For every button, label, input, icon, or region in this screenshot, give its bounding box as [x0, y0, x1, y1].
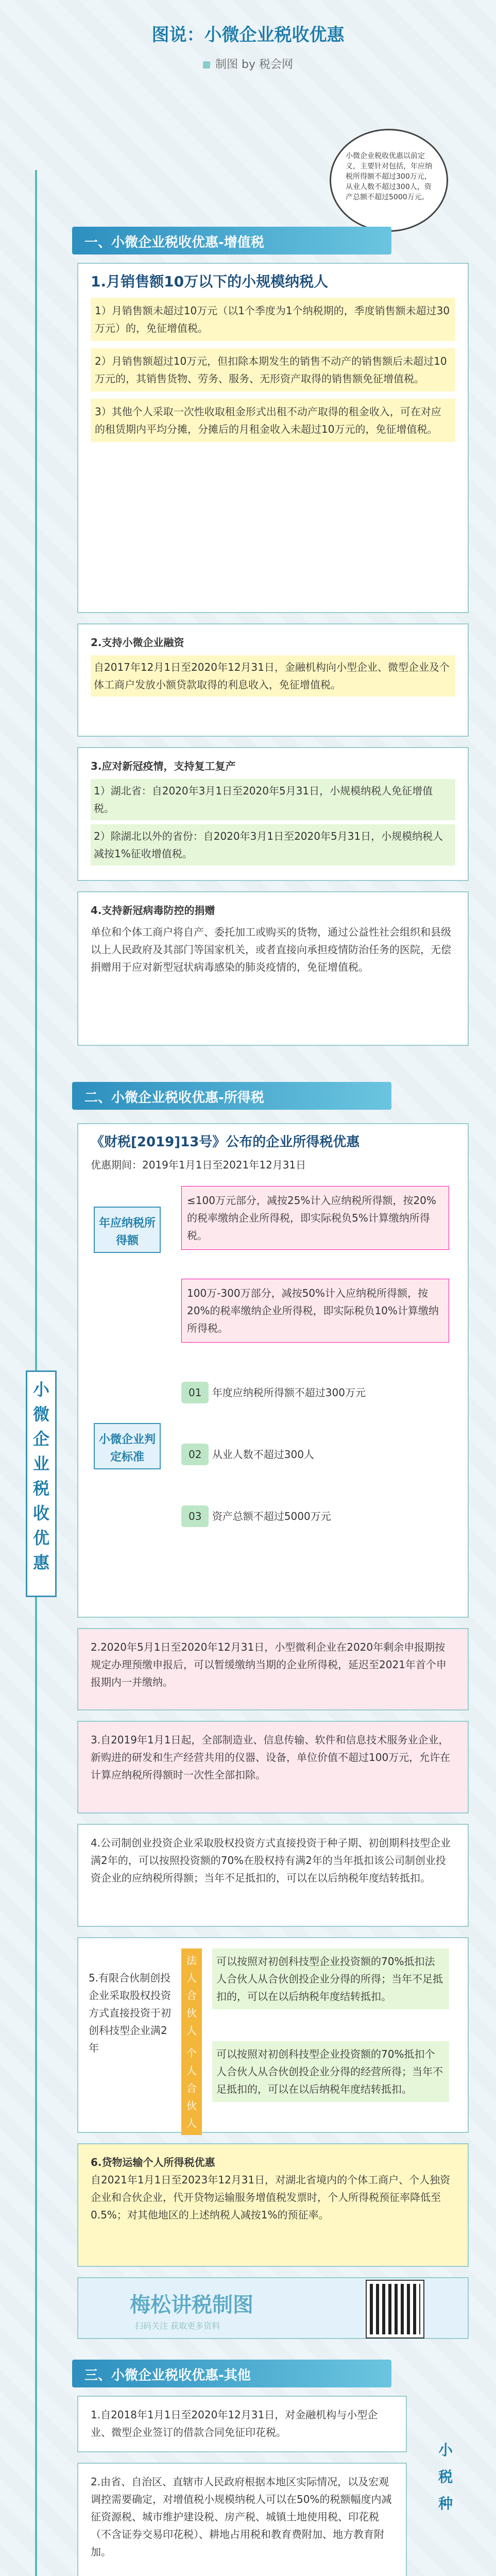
partner-ind-body: 可以按照对初创科技型企业投资额的70%抵扣个人合伙人从合伙创投企业分得的经营所得；当年不足抵扣的，可以在以后纳税年度结转抵扣。: [212, 2041, 449, 2102]
vat-item1-box: [77, 263, 469, 613]
vat-item1-p1: 1）月销售额未超过10万元（以1个季度为1个纳税期的，季度销售额未超过30万元）的，免征增值税。: [91, 298, 455, 341]
cit-income-label: 年应纳税所得额: [94, 1207, 161, 1253]
other-p1: 1.自2018年1月1日至2020年12月31日，对金融机构与小型企业、微型企业签订的借款合同免征印花税。: [91, 2409, 378, 2438]
page-title: 图说：小微企业税收优惠: [151, 25, 345, 45]
subtitle-text: 制图 by 税会网: [215, 58, 293, 71]
vat-item2-box: [77, 623, 469, 737]
promo-qr-code[interactable]: [367, 2281, 423, 2337]
vat-item4-title: 4.支持新冠病毒防控的捐赠: [91, 904, 215, 917]
std1-number: 01: [181, 1382, 209, 1403]
cit-p4: 4.公司制创业投资企业采取股权投资方式直接投资于种子期、初创期科技型企业满2年的，可以按照投资额的70%在股权持有满2年的当年抵扣该公司制创业投资企业的应纳税所得额；当年不足抵扣的，可以在以后纳税年度结转抵扣。: [91, 1837, 451, 1884]
promo-banner: [77, 2277, 469, 2339]
vat-item3-box: [77, 747, 469, 881]
vat-item1-title: 1.月销售额10万以下的小规模纳税人: [91, 273, 329, 290]
cit-std2: [181, 1444, 314, 1465]
cit-p4-box: [77, 1824, 469, 1927]
page-subtitle: [0, 56, 496, 72]
side-title-vertical: 小 微 企 业 税 收 优 惠: [26, 1370, 57, 1597]
std3-text: 资产总额不超过5000万元: [212, 1510, 331, 1522]
vat-item2-body: 自2017年12月1日至2020年12月31日，金融机构向小型企业、微型企业及个体工商户发放小额贷款取得的利息收入，免征增值税。: [91, 655, 455, 697]
section-cit-heading: 二、小微企业税收优惠-所得税: [72, 1082, 391, 1110]
cit-p6-title: 6.贷物运输个人所得税优惠: [91, 2156, 215, 2168]
cit-rule2: 100万-300万部分，减按50%计入应纳税所得额，按20%的税率缴纳企业所得税，即实际税负10%计算缴纳所得税。: [181, 1279, 449, 1343]
cit-std1: [181, 1382, 366, 1403]
std3-number: 03: [181, 1505, 209, 1527]
side-label-small-taxes: 小税种: [438, 2442, 453, 2512]
cit-p2: 2.2020年5月1日至2020年12月31日，小型微利企业在2020年剩余申报期按规定办理预缴申报后，可以暂缓缴纳当期的企业所得税，延迟至2021年首个申报期内一并缴纳。: [91, 1641, 447, 1688]
cit-standard-label: 小微企业判定标准: [94, 1423, 161, 1469]
vat-item1-p3: 3）其他个人采取一次性收取租金形式出租不动产取得的租金收入，可在对应的租赁期内平均分摊，分摊后的月租金收入未超过10万元的，免征增值税。: [91, 399, 455, 442]
vat-item2-title: 2.支持小微企业融资: [91, 636, 184, 649]
promo-sub: 扫码关注 获取更多资料: [135, 2321, 220, 2331]
intro-bubble-text: 小微企业税收优惠以前定义，主要针对包括，年应纳税所得额不超过300万元，从业人数不超过300人，资产总额不超过5000万元。: [346, 152, 432, 201]
vat-item1-p2: 2）月销售额超过10万元，但扣除本期发生的销售不动产的销售额后未超过10万元的，其销售货物、劳务、服务、无形资产取得的销售额免征增值税。: [91, 348, 455, 392]
std2-text: 从业人数不超过300人: [212, 1448, 314, 1461]
partner-corp-body: 可以按照对初创科技型企业投资额的70%抵扣法人合伙人从合伙创投企业分得的所得；当年不足抵扣的，可以在以后纳税年度结转抵扣。: [212, 1948, 449, 2009]
vat-item3-p2: 2）除湖北以外的省份：自2020年3月1日至2020年5月31日，小规模纳税人减按1%征收增值税。: [91, 824, 455, 866]
vat-item3-p1: 1）湖北省：自2020年3月1日至2020年5月31日，小规模纳税人免征增值税。: [91, 779, 455, 820]
cit-period: 优惠期间：2019年1月1日至2021年12月31日: [91, 1159, 306, 1171]
partner-corp-label: 法人合伙人: [181, 1948, 202, 2042]
vat-item4-box: [77, 891, 469, 1046]
vat-item3-title: 3.应对新冠疫情，支持复工复产: [91, 760, 236, 772]
other-p1-box: [77, 2396, 407, 2452]
cit-rule1: ≤100万元部分，减按25%计入应纳税所得额，按20%的税率缴纳企业所得税，即实际税负5%计算缴纳所得税。: [181, 1186, 449, 1250]
partner-ind-label: 个人合伙人: [181, 2041, 202, 2135]
cit-doc-title: 《财税[2019]13号》公布的企业所得税优惠: [91, 1134, 360, 1150]
cit-p3-box: [77, 1721, 469, 1814]
cit-std3: [181, 1505, 331, 1527]
promo-title: 梅松讲税制图: [130, 2293, 253, 2317]
cit-p5-label: 5.有限合伙制创投企业采取股权投资方式直接投资于初创科技型企业满2年: [89, 1972, 171, 2054]
cit-p6: 自2021年1月1日至2023年12月31日，对湖北省境内的个体工商户、个人独资企业和合伙企业，代开贷物运输服务增值税发票时，个人所得税预征率降低至0.5%；对其他地区的上述纳税人减按1%的预征率。: [91, 2174, 451, 2221]
section-vat-heading: 一、小微企业税收优惠-增值税: [72, 227, 391, 255]
cit-p3: 3.自2019年1月1日起，全部制造业、信息传输、软件和信息技术服务业企业，新购进的研发和生产经营共用的仪器、设备，单位价值不超过100万元，允许在计算应纳税所得额时一次性全部扣除。: [91, 1734, 451, 1781]
cit-p5-box: [77, 1937, 469, 2133]
vat-item4-body: 单位和个体工商户将自产、委托加工或购买的货物，通过公益性社会组织和县级以上人民政府及其部门等国家机关，或者直接向承担疫情防治任务的医院，无偿捐赠用于应对新型冠状病毒感染的肺炎疫情的，免征增值税。: [91, 926, 451, 973]
other-p2: 2.由省、自治区、直辖市人民政府根据本地区实际情况，以及宏观调控需要确定，对增值税小规模纳税人可以在50%的税额幅度内减征资源税、城市维护建设税、房产税、城镇土地使用税、印花税（不含证券交易印花税）、耕地占用税和教育费附加、地方教育附加。: [91, 2476, 392, 2558]
std2-number: 02: [181, 1444, 209, 1465]
other-p2-box: [77, 2463, 407, 2576]
cit-p6-box: [77, 2143, 469, 2267]
cit-main-box: [77, 1123, 469, 1618]
intro-bubble: [330, 129, 448, 232]
std1-text: 年度应纳税所得额不超过300万元: [212, 1386, 366, 1399]
cit-p2-box: [77, 1628, 469, 1710]
section-other-heading: 三、小微企业税收优惠-其他: [72, 2360, 391, 2387]
subtitle-icon: [203, 61, 210, 69]
page-header: [0, 0, 496, 92]
